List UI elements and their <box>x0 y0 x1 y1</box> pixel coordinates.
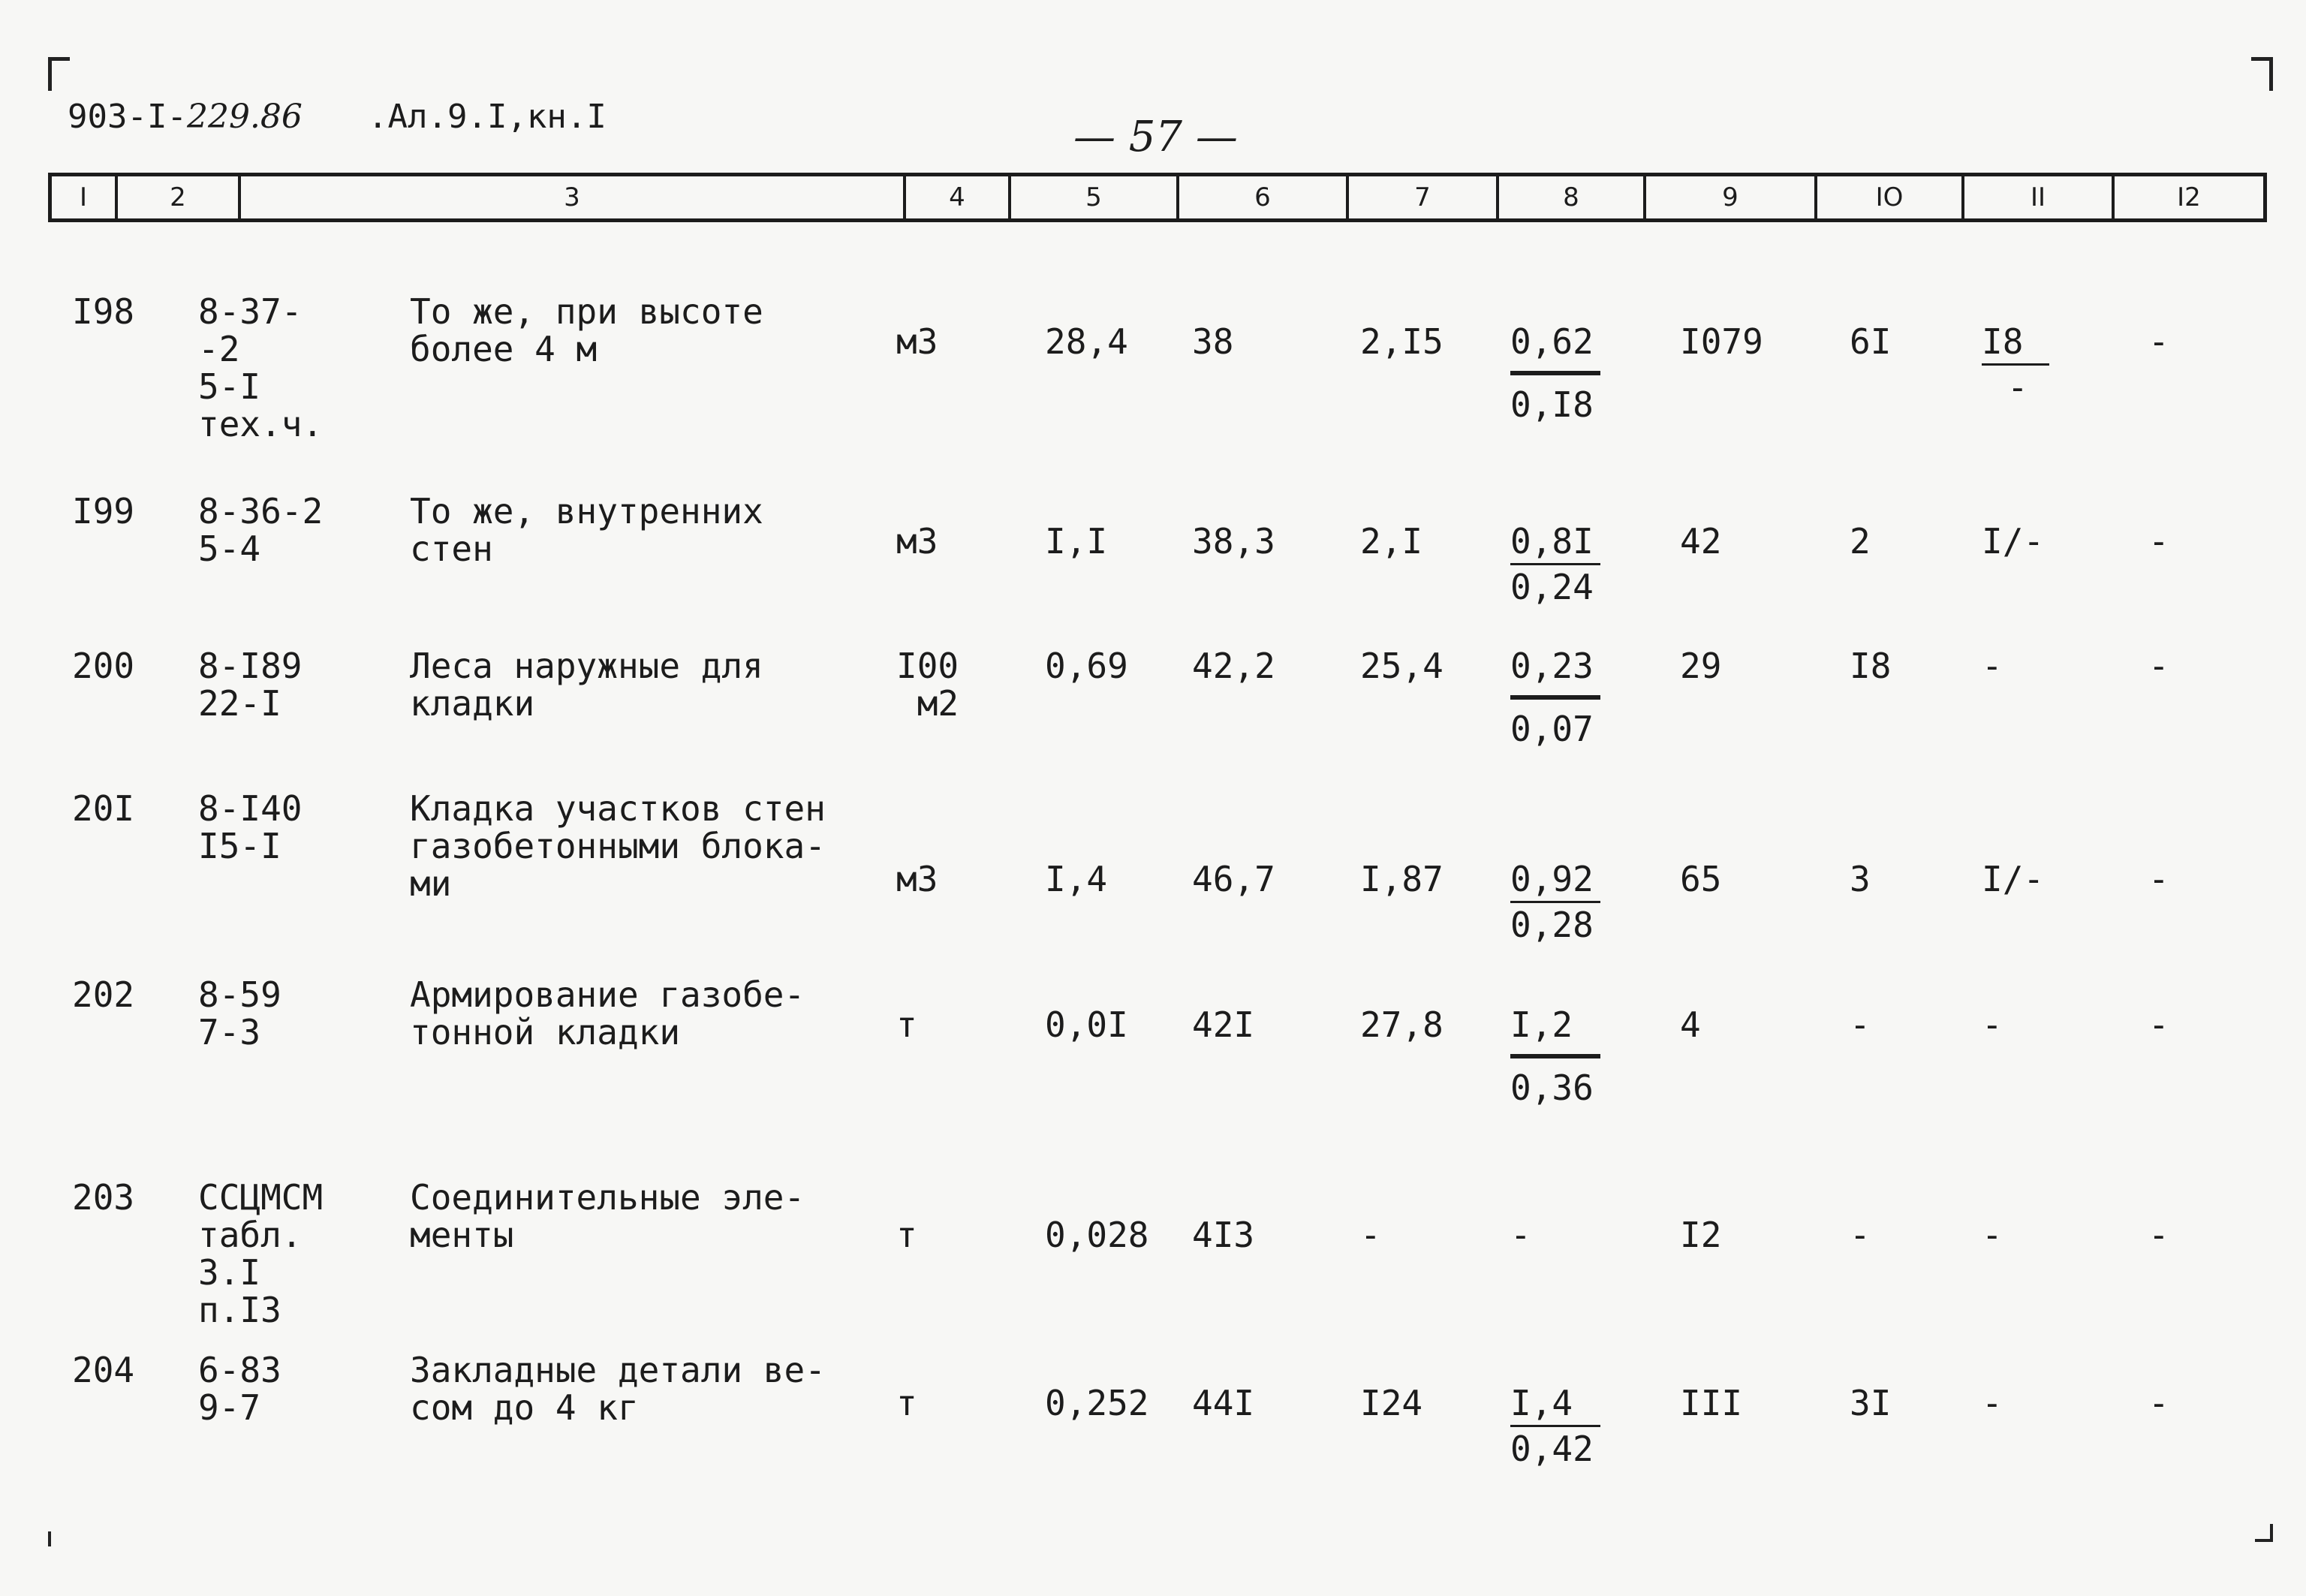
work-description: Закладные детали ве- сом до 4 кг <box>410 1350 826 1428</box>
value-col-6: 38,3 <box>1192 521 1275 562</box>
value-col-7: 25,4 <box>1360 646 1444 686</box>
row-number: 202 <box>72 974 135 1015</box>
value-col-8: - <box>1510 1215 1531 1255</box>
value-col-10: - <box>1850 1215 1871 1255</box>
column-header-9: 9 <box>1646 176 1817 218</box>
norm-code: 8-I40 I5-I <box>198 788 303 866</box>
corner-mark-top-left <box>48 57 70 91</box>
value-col-11: - <box>1982 646 2003 686</box>
unit: т <box>896 1004 917 1045</box>
fraction-numerator: 0,8I <box>1510 522 1600 565</box>
norm-code: ССЦМСМ табл. 3.I п.I3 <box>198 1177 324 1330</box>
value-col-7: - <box>1360 1215 1381 1255</box>
value-col-9: 4 <box>1680 1004 1701 1045</box>
quantity: 0,028 <box>1045 1215 1149 1255</box>
value-col-7: 2,I <box>1360 521 1423 562</box>
fraction-denominator: 0,07 <box>1510 709 1594 749</box>
fraction-denominator: 0,24 <box>1510 567 1594 607</box>
value-col-9: III <box>1680 1383 1743 1423</box>
norm-code: 8-37- -2 5-I тех.ч. <box>198 291 324 444</box>
quantity: I,4 <box>1045 859 1108 899</box>
unit: I00 м2 <box>896 646 959 724</box>
norm-code: 6-83 9-7 <box>198 1350 281 1428</box>
value-col-10: 3 <box>1850 859 1871 899</box>
value-col-7: 2,I5 <box>1360 321 1444 362</box>
document-code <box>68 98 303 136</box>
fraction-denominator: 0,36 <box>1510 1068 1594 1108</box>
quantity: 0,69 <box>1045 646 1128 686</box>
doc-code-handwritten: 229.86 <box>186 98 303 136</box>
value-col-7: I,87 <box>1360 859 1444 899</box>
work-description: Соединительные эле- менты <box>410 1177 805 1255</box>
column-header-8: 8 <box>1499 176 1646 218</box>
fraction-numerator: 0,23 <box>1510 647 1600 700</box>
fraction-col-11 <box>1982 323 2049 406</box>
album-reference: .Ал.9.I,кн.I <box>368 98 607 136</box>
column-header-2: 2 <box>118 176 241 218</box>
corner-mark-bottom-right <box>2255 1524 2273 1542</box>
column-header-row <box>48 173 2267 222</box>
row-number: 200 <box>72 646 135 686</box>
value-col-10: - <box>1850 1004 1871 1045</box>
row-number: 20I <box>72 788 135 829</box>
value-col-9: I2 <box>1680 1215 1722 1255</box>
value-col-11: - <box>1982 1215 2003 1255</box>
column-header-10: IO <box>1817 176 1964 218</box>
value-col-6: 38 <box>1192 321 1234 362</box>
column-header-4: 4 <box>906 176 1011 218</box>
corner-mark-top-right <box>2251 57 2273 91</box>
value-col-12: - <box>2148 521 2169 562</box>
value-col-10: 3I <box>1850 1383 1892 1423</box>
value-col-9: 42 <box>1680 521 1722 562</box>
value-col-10: I8 <box>1850 646 1892 686</box>
norm-code: 8-59 7-3 <box>198 974 281 1052</box>
value-col-11: - <box>1982 1383 2003 1423</box>
fraction-col-8 <box>1510 860 1608 944</box>
doc-code-prefix: 903-I- <box>68 98 187 136</box>
row-number: 203 <box>72 1177 135 1218</box>
norm-code: 8-36-2 5-4 <box>198 491 324 569</box>
column-header-11: II <box>1964 176 2115 218</box>
row-number: I99 <box>72 491 135 531</box>
column-header-1: I <box>52 176 118 218</box>
value-col-6: 42,2 <box>1192 646 1275 686</box>
quantity: I,I <box>1045 521 1108 562</box>
value-col-12: - <box>2148 859 2169 899</box>
value-col-7: 27,8 <box>1360 1004 1444 1045</box>
work-description: Армирование газобе- тонной кладки <box>410 974 805 1052</box>
column-header-3: 3 <box>241 176 906 218</box>
value-col-6: 46,7 <box>1192 859 1275 899</box>
value-col-12: - <box>2148 1215 2169 1255</box>
quantity: 28,4 <box>1045 321 1128 362</box>
work-description: То же, при высоте более 4 м <box>410 291 763 369</box>
fraction-col-8 <box>1510 1384 1608 1468</box>
value-col-12: - <box>2148 1004 2169 1045</box>
column-header-7: 7 <box>1349 176 1499 218</box>
value-col-9: 65 <box>1680 859 1722 899</box>
fraction-col-8 <box>1510 1006 1608 1107</box>
value-col-12: - <box>2148 646 2169 686</box>
column-header-12: I2 <box>2177 182 2201 212</box>
value-col-10: 2 <box>1850 521 1871 562</box>
unit: т <box>896 1215 917 1255</box>
unit: т <box>896 1383 917 1423</box>
column-header-6: 6 <box>1179 176 1349 218</box>
fraction-numerator: 0,92 <box>1510 860 1600 903</box>
fraction-col-8 <box>1510 647 1608 748</box>
fraction-numerator: 0,62 <box>1510 323 1600 375</box>
value-col-7: I24 <box>1360 1383 1423 1423</box>
value-col-9: I079 <box>1680 321 1763 362</box>
quantity: 0,252 <box>1045 1383 1149 1423</box>
value-col-11: - <box>1982 1004 2003 1045</box>
unit: м3 <box>896 321 938 362</box>
fraction-col-8 <box>1510 323 1608 423</box>
value-col-11: I/- <box>1982 859 2045 899</box>
value-col-6: 4I3 <box>1192 1215 1255 1255</box>
unit: м3 <box>896 521 938 562</box>
fraction-col-8 <box>1510 522 1608 606</box>
unit: м3 <box>896 859 938 899</box>
fraction-denominator: 0,28 <box>1510 905 1594 945</box>
column-header-5: 5 <box>1011 176 1179 218</box>
fraction-denominator: 0,42 <box>1510 1429 1594 1469</box>
value-col-12: - <box>2148 321 2169 362</box>
fraction-numerator: I,2 <box>1510 1006 1600 1058</box>
work-description: То же, внутренних стен <box>410 491 763 569</box>
value-col-12: - <box>2148 1383 2169 1423</box>
fraction-denominator: - <box>2007 367 2028 408</box>
row-number: 204 <box>72 1350 135 1390</box>
value-col-6: 42I <box>1192 1004 1255 1045</box>
quantity: 0,0I <box>1045 1004 1128 1045</box>
fraction-denominator: 0,I8 <box>1510 384 1594 425</box>
value-col-6: 44I <box>1192 1383 1255 1423</box>
work-description: Кладка участков стен газобетонными блока- ми <box>410 788 826 904</box>
norm-code: 8-I89 22-I <box>198 646 303 724</box>
value-col-10: 6I <box>1850 321 1892 362</box>
work-description: Леса наружные для кладки <box>410 646 763 724</box>
fraction-numerator: I,4 <box>1510 1384 1600 1427</box>
corner-mark-bottom-left <box>48 1531 59 1546</box>
row-number: I98 <box>72 291 135 332</box>
value-col-9: 29 <box>1680 646 1722 686</box>
value-col-11: I/- <box>1982 521 2045 562</box>
fraction-numerator: I8 <box>1982 323 2049 366</box>
page-number: — 57 — <box>1073 113 1238 161</box>
